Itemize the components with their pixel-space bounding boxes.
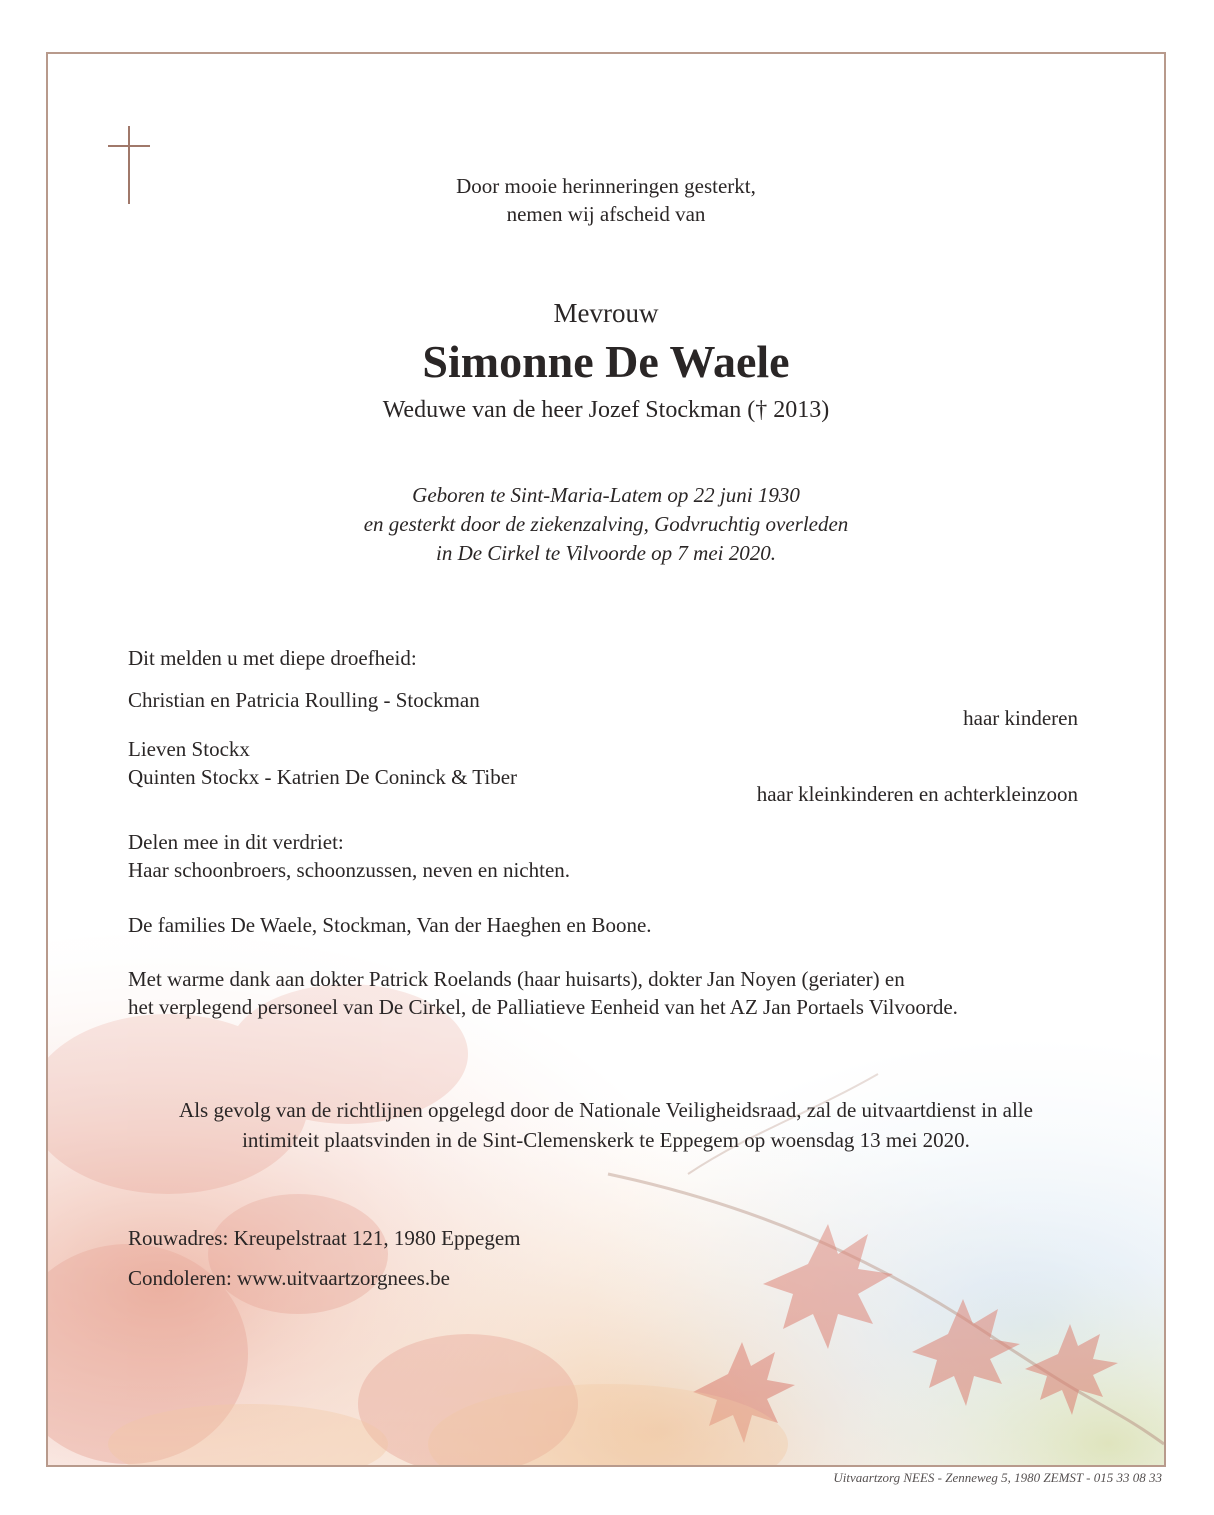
intro-line-1: Door mooie herinneringen gesterkt, xyxy=(456,174,756,198)
share-line-1: Delen mee in dit verdriet: xyxy=(128,830,344,854)
ceremony-notice xyxy=(48,1095,1164,1155)
condolences-link[interactable]: Condoleren: www.uitvaartzorgnees.be xyxy=(128,1266,450,1290)
widow-of: Weduwe van de heer Jozef Stockman († 2013) xyxy=(382,397,830,423)
grandchild-2: Quinten Stockx - Katrien De Coninck & Tiber xyxy=(128,765,518,789)
share-line-2: Haar schoonbroers, schoonzussen, neven en nichten. xyxy=(128,858,571,882)
intro-text xyxy=(48,172,1164,228)
thanks-line-2: het verplegend personeel van De Cirkel, de Palliatieve Eenheid van het AZ Jan Portaels Vilvoorde. xyxy=(128,995,958,1019)
anointing-line: en gesterkt door de ziekenzalving, Godvruchtig overleden xyxy=(363,512,849,536)
obituary-card xyxy=(46,52,1166,1467)
grandchildren-label: haar kleinkinderen en achterkleinzoon xyxy=(756,782,1078,806)
grandchildren-names xyxy=(128,735,517,791)
thanks-line-1: Met warme dank aan dokter Patrick Roelands (haar huisarts), dokter Jan Noyen (geriater) en xyxy=(128,967,905,991)
grandchild-1: Lieven Stockx xyxy=(128,737,250,761)
ceremony-line-2: intimiteit plaatsvinden in de Sint-Clemenskerk te Eppegem op woensdag 13 mei 2020. xyxy=(242,1128,970,1152)
death-line: in De Cirkel te Vilvoorde op 7 mei 2020. xyxy=(435,541,776,565)
announcement: Dit melden u met diepe droefheid: xyxy=(128,646,417,670)
share-grief xyxy=(128,828,570,884)
intro-line-2: nemen wij afscheid van xyxy=(506,202,706,226)
deceased-title: Mevrouw xyxy=(553,298,659,328)
birth-line: Geboren te Sint-Maria-Latem op 22 juni 1930 xyxy=(412,483,800,507)
deceased-name: Simonne De Waele xyxy=(422,336,790,387)
birth-death-text xyxy=(48,481,1164,568)
thanks xyxy=(128,965,958,1021)
children-label: haar kinderen xyxy=(963,706,1078,730)
families: De families De Waele, Stockman, Van der Haeghen en Boone. xyxy=(128,913,652,937)
ceremony-line-1: Als gevolg van de richtlijnen opgelegd door de Nationale Veiligheidsraad, zal de uitvaartdienst in alle xyxy=(179,1098,1033,1122)
mourning-address: Rouwadres: Kreupelstraat 121, 1980 Eppegem xyxy=(128,1226,521,1250)
funeral-home-footer: Uitvaartzorg NEES - Zenneweg 5, 1980 ZEMST - 015 33 08 33 xyxy=(833,1470,1162,1485)
children-names: Christian en Patricia Roulling - Stockman xyxy=(128,688,480,712)
